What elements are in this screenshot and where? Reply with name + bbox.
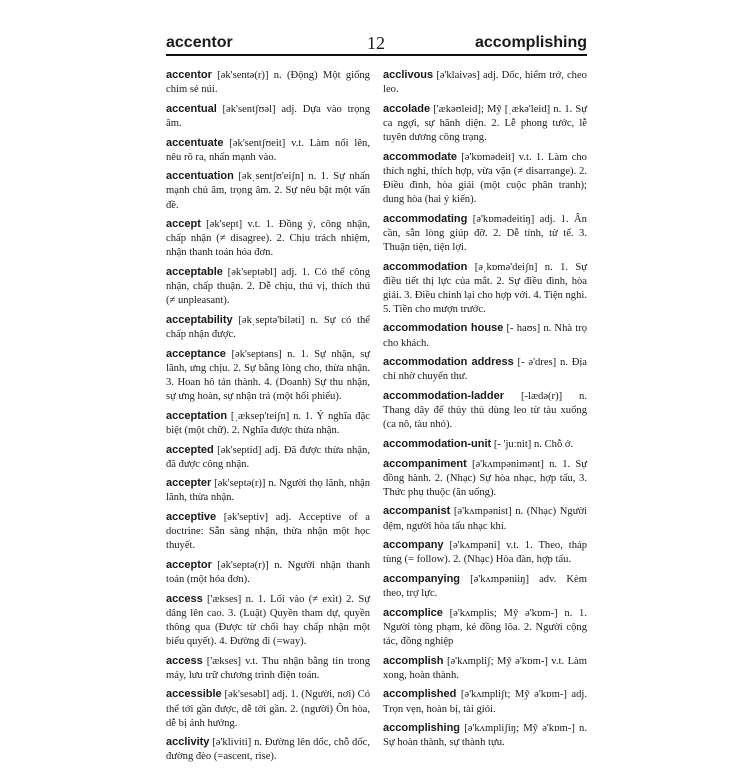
dictionary-entry	[383, 68, 587, 97]
entry-headword: accompany	[383, 539, 444, 552]
entry-headword: accentual	[166, 102, 217, 115]
entry-definition: [ə'kɒmədeitiŋ] adj. 1. Ân cần, sẵn lòng giúp đỡ. 2. Dễ tính, tử tế. 3. Thuận tiện, tiện lợi.	[383, 213, 587, 253]
entry-definition: [ə'kʌmpənist] n. (Nhạc) Người đệm, người hòa tấu nhạc khí.	[383, 506, 587, 532]
dictionary-entry	[383, 721, 587, 750]
entry-headword: acceptable	[166, 266, 223, 279]
entry-definition: [ə'kʌmpliʃt; Mỹ ə'kɒm-] adj. Trọn vẹn, hoàn bị, tài giỏi.	[383, 689, 587, 715]
dictionary-entry	[383, 260, 587, 317]
header-rule	[166, 54, 587, 56]
entry-definition: ['ækses] n. 1. Lối vào (≠ exit) 2. Sự dâng lên cao. 3. (Luật) Quyền tham dự, quyền thông qua (Được từ chối hay chấp nhận một biểu quyết). 4. Đường đi (=way).	[166, 593, 370, 647]
entry-definition: [əkˌseptə'biləti] n. Sự có thể chấp nhận được.	[166, 314, 370, 341]
entry-headword: accessible	[166, 688, 222, 701]
entry-definition: [ə'kʌmpliʃ; Mỹ ə'kɒm-] v.t. Làm xong, hoàn thành.	[383, 655, 587, 681]
entry-definition: [əˌkɒmə'deiʃn] n. 1. Sự điều tiết thị lực của mắt. 2. Sự điều đình, hòa giải. 3. Điều chỉnh lại cho hợp với. 4. Tiện nghi. 5. Tiền cho mượn trước.	[383, 261, 587, 315]
entry-headword: acceptor	[166, 558, 212, 571]
page-number: 12	[367, 33, 385, 53]
entry-definition: [ək'septə(r)] n. Người thọ lãnh, nhận lãnh, thừa nhận.	[166, 478, 370, 504]
entry-definition: [ək'sentʃʊəl] adj. Dựa vào trọng âm.	[166, 103, 370, 129]
entry-headword: accommodation address	[383, 356, 514, 369]
right-guide-word: accomplishing	[474, 34, 587, 51]
dictionary-entry	[383, 321, 587, 350]
entry-definition: [ək'sentʃʊeit] v.t. Làm nổi lên, nêu rõ ra, nhấn mạnh vào.	[166, 137, 370, 163]
entry-headword: accolade	[383, 102, 431, 115]
entry-headword: acceptive	[166, 511, 217, 524]
dictionary-entry	[166, 169, 370, 212]
entry-headword: accommodation-unit	[383, 437, 492, 450]
entry-definition: [ək'septə(r)] n. Người nhận thanh toán (một hóa đơn).	[166, 559, 371, 586]
dictionary-entry	[166, 68, 370, 97]
dictionary-entry	[383, 504, 587, 533]
entry-headword: accomplish	[383, 654, 444, 667]
entry-headword: accompanying	[383, 573, 461, 586]
entry-definition: [ək'septəbl] adj. 1. Có thể công nhận, chấp thuận. 2. Dễ chịu, thú vị, thích thú (≠ unpleasant).	[166, 267, 370, 307]
entry-definition: [ək'sept] v.t. 1. Đồng ý, công nhận, chấp nhận (≠ disagree). 2. Chịu trách nhiệm, nhận thanh toán hóa đơn.	[166, 219, 370, 259]
entry-definition: [- haʊs] n. Nhà trọ cho khách.	[383, 323, 588, 349]
entry-headword: accentor	[166, 69, 212, 81]
dictionary-entry	[383, 389, 587, 432]
dictionary-entry	[166, 443, 370, 472]
entry-definition: [ə'kʌmpliʃiŋ; Mỹ ə'kɒm-] n. Sự hoàn thành, sự thành tựu.	[383, 723, 587, 749]
dictionary-entry	[383, 212, 587, 255]
entry-headword: accepted	[166, 443, 214, 456]
entry-definition: [ə'kʌmplis; Mỹ ə'kɒm-] n. 1. Người tòng phạm, kẻ đồng lõa. 2. Người cộng tác, đồng nghiệp	[383, 607, 587, 647]
dictionary-entry	[166, 654, 370, 683]
dictionary-entry	[383, 606, 587, 649]
entry-headword: accommodation house	[383, 322, 504, 335]
entry-headword: accompaniment	[383, 457, 467, 470]
entry-definition: [ə'kʌmpəniiŋ] adv. Kèm theo, trợ lực.	[383, 574, 587, 600]
dictionary-entry	[383, 437, 587, 452]
entry-headword: access	[166, 592, 203, 605]
entry-headword: accept	[166, 218, 201, 231]
entry-headword: acceptance	[166, 347, 226, 360]
entry-headword: accepter	[166, 477, 212, 490]
dictionary-entry	[166, 558, 370, 587]
entry-definition: [- 'juːnit] n. Chỗ ở.	[493, 438, 574, 450]
entry-definition: [ˌæksep'teiʃn] n. 1. Ý nghĩa đặc biệt (một chữ). 2. Nghĩa được thừa nhận.	[166, 410, 370, 436]
left-guide-word: accentor	[166, 34, 233, 51]
entry-definition: [ə'klaivəs] adj. Dốc, hiểm trở, cheo leo.	[383, 70, 587, 96]
dictionary-entry	[166, 313, 370, 342]
dictionary-entry	[166, 265, 370, 308]
entry-definition: [ək'septid] adj. Đã được thừa nhận, đã được công nhận.	[166, 444, 370, 470]
entry-definition: ['ækses] v.t. Thu nhận bằng tin trong máy, lưu trữ chương trình điện toán.	[166, 655, 370, 681]
dictionary-entry	[383, 457, 587, 500]
dictionary-entry	[383, 102, 587, 145]
entry-headword: acceptability	[166, 313, 233, 326]
page-header	[0, 0, 750, 62]
dictionary-entry	[383, 150, 587, 207]
entry-headword: accommodation-ladder	[383, 390, 505, 403]
left-column	[166, 68, 370, 769]
entry-headword: accentuate	[166, 136, 224, 149]
dictionary-entry	[166, 136, 370, 165]
dictionary-entry	[166, 102, 370, 131]
dictionary-entry	[383, 654, 587, 683]
entry-definition: [ə'kɒmədeit] v.t. 1. Làm cho thích nghi, thích hợp, vừa vặn (≠ disarrange). 2. Điều đình, hòa giải (một cuộc phân tranh); dung hòa (hai ý kiến).	[383, 151, 587, 205]
dictionary-entry	[166, 409, 370, 438]
entry-definition: [ə'kʌmpəni] v.t. 1. Theo, tháp tùng (= follow). 2. (Nhạc) Hòa đàn, hợp tấu.	[383, 540, 588, 566]
dictionary-entry	[383, 687, 587, 716]
entry-definition: [ə'kʌmpənimənt] n. 1. Sự đồng hành. 2. (Nhạc) Sự hòa nhạc, hợp tấu, 3. Thức phụ thuộc (ăn uống).	[383, 458, 587, 498]
dictionary-entry	[166, 687, 370, 730]
dictionary-entry	[383, 538, 587, 567]
entry-definition: [ək'sesəbl] adj. 1. (Người, nơi) Có thể tới gần được, dễ tới gần. 2. (người) Ôn hòa, dễ bị ảnh hưởng.	[166, 689, 370, 729]
entry-headword: access	[166, 654, 203, 667]
dictionary-entry	[166, 476, 370, 505]
entry-headword: accommodation	[383, 260, 468, 273]
entry-definition: [əkˌsentʃʊ'eiʃn] n. 1. Sự nhấn mạnh chủ âm, trọng âm. 2. Sự nêu bật một vấn đề.	[166, 171, 370, 211]
entry-definition: [-lædə(r)] n. Thang dây để thủy thủ dùng leo từ tàu xuống (ca nô, tàu nhỏ).	[383, 391, 587, 431]
right-column	[383, 68, 587, 755]
entry-definition: [ək'sentə(r)] n. (Động) Một giống chim sẻ núi.	[166, 70, 370, 96]
entry-headword: acclivity	[166, 736, 210, 749]
dictionary-entry	[166, 217, 370, 260]
entry-headword: accompanist	[383, 505, 451, 518]
entry-headword: acclivous	[383, 69, 434, 81]
entry-headword: accomplice	[383, 606, 443, 619]
entry-definition: [- ə'dres] n. Địa chỉ nhờ chuyển thư.	[383, 357, 588, 383]
entry-definition: [ə'kliviti] n. Đường lên dốc, chỗ dốc, đường đèo (=ascent, rise).	[166, 737, 371, 763]
entry-headword: acceptation	[166, 409, 228, 422]
entry-headword: accomplished	[383, 688, 457, 701]
entry-headword: accommodating	[383, 212, 468, 225]
dictionary-entry	[166, 592, 370, 649]
entry-headword: accommodate	[383, 150, 457, 163]
entry-headword: accomplishing	[383, 722, 461, 735]
entry-definition: ['ækəʊleid]; Mỹ [ˌækə'leid] n. 1. Sự ca ngợi, sự hãnh diện. 2. Lễ phong tước, lễ tuyên dương công trạng.	[383, 103, 587, 143]
dictionary-entry	[166, 347, 370, 404]
dictionary-entry	[383, 572, 587, 601]
entry-definition: [ək'septiv] adj. Acceptive of a doctrine: Sẵn sàng nhận, thừa nhận một học thuyết.	[166, 512, 370, 552]
entry-definition: [ək'septəns] n. 1. Sự nhận, sự lãnh, ưng chịu. 2. Sự bằng lòng cho, thừa nhận. 3. Hoan hô tán thành. 4. (Doanh) Sự thu nhận, sự ưng hoàn, sự nhận trả (một hối phiếu).	[166, 348, 370, 403]
dictionary-entry	[383, 355, 587, 384]
dictionary-entry	[166, 510, 370, 553]
entry-headword: accentuation	[166, 170, 234, 183]
